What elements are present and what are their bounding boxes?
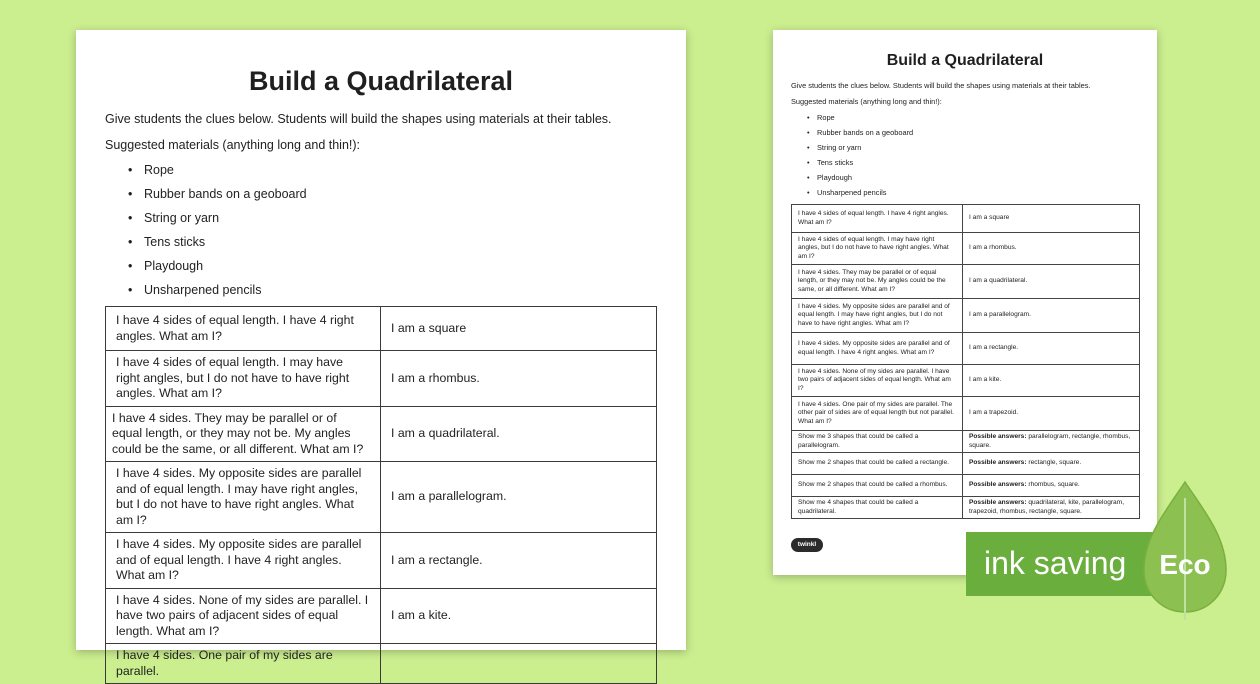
clue-cell: I have 4 sides. None of my sides are parallel. I have two pairs of adjacent sides of equal length. What am I?	[106, 588, 381, 644]
clue-cell: I have 4 sides. My opposite sides are parallel and of equal length. I have 4 right angles. What am I?	[792, 333, 963, 365]
table-row	[792, 497, 1140, 519]
answer-cell: I am a square	[963, 205, 1140, 233]
answer-text: quadrilateral, kite, parallelogram, trapezoid, rhombus, rectangle, square.	[969, 499, 1125, 515]
list-item: • Playdough	[126, 254, 307, 278]
answer-cell	[963, 497, 1140, 519]
answer-text: parallelogram, rectangle, rhombus, square.	[969, 433, 1131, 449]
answer-text: rectangle, square.	[1028, 459, 1082, 467]
list-item: • Unsharpened pencils	[126, 278, 307, 302]
materials-list	[126, 158, 307, 302]
worksheet-preview-small	[773, 30, 1157, 575]
eco-label: Eco	[1159, 549, 1211, 580]
answer-cell: I am a rhombus.	[963, 233, 1140, 265]
answer-cell: I am a rectangle.	[381, 533, 657, 589]
table-row	[792, 431, 1140, 453]
clue-cell: I have 4 sides. None of my sides are parallel. I have two pairs of adjacent sides of equal length. What am I?	[792, 365, 963, 397]
table-row	[792, 205, 1140, 233]
clue-cell: I have 4 sides. One pair of my sides are parallel.	[106, 644, 381, 684]
worksheet-intro: Give students the clues below. Students will build the shapes using materials at their tables.	[105, 112, 612, 126]
clue-cell: I have 4 sides. My opposite sides are parallel and of equal length. I may have right angles, but I do not have to have right angles. What am I?	[106, 462, 381, 533]
worksheet-title: Build a Quadrilateral	[248, 66, 514, 96]
table-row	[106, 533, 657, 589]
answer-text: rhombus, square.	[1028, 481, 1080, 489]
answer-cell	[381, 644, 657, 684]
worksheet-intro: Give students the clues below. Students will build the shapes using materials at their tables.	[791, 81, 1091, 90]
list-item: • Rubber bands on a geoboard	[126, 182, 307, 206]
answer-cell: I am a kite.	[963, 365, 1140, 397]
table-row	[792, 233, 1140, 265]
answer-label: Possible answers:	[969, 459, 1027, 467]
table-row	[792, 453, 1140, 475]
ink-saving-label: ink saving	[984, 545, 1127, 581]
clue-cell: Show me 2 shapes that could be called a rectangle.	[792, 453, 963, 475]
table-row	[792, 265, 1140, 299]
answer-cell: I am a kite.	[381, 588, 657, 644]
answer-cell: I am a parallelogram.	[963, 299, 1140, 333]
table-row	[106, 588, 657, 644]
answer-label: Possible answers:	[969, 499, 1027, 507]
answer-cell	[963, 475, 1140, 497]
clue-table	[791, 204, 1140, 519]
answer-cell: I am a quadrilateral.	[963, 265, 1140, 299]
list-item: • Tens sticks	[806, 155, 913, 170]
answer-cell: I am a rectangle.	[963, 333, 1140, 365]
table-row	[792, 365, 1140, 397]
worksheet-title: Build a Quadrilateral	[886, 52, 1044, 69]
eco-leaf-icon	[1140, 478, 1230, 623]
materials-label: Suggested materials (anything long and thin!):	[791, 97, 942, 106]
clue-cell: I have 4 sides of equal length. I have 4 right angles. What am I?	[106, 307, 381, 351]
table-row	[106, 644, 657, 684]
clue-cell: I have 4 sides of equal length. I have 4 right angles. What am I?	[792, 205, 963, 233]
clue-cell: I have 4 sides. One pair of my sides are parallel. The other pair of sides are of equal length but not parallel. What am I?	[792, 397, 963, 431]
list-item: • Tens sticks	[126, 230, 307, 254]
clue-cell: I have 4 sides of equal length. I may have right angles, but I do not have to have right angles. What am I?	[792, 233, 963, 265]
clue-cell: I have 4 sides. My opposite sides are parallel and of equal length. I have 4 right angles. What am I?	[106, 533, 381, 589]
materials-label: Suggested materials (anything long and thin!):	[105, 138, 361, 152]
list-item: • String or yarn	[126, 206, 307, 230]
table-row	[792, 475, 1140, 497]
list-item: • String or yarn	[806, 140, 913, 155]
table-row	[106, 351, 657, 407]
clue-cell: I have 4 sides. They may be parallel or of equal length, or they may not be. My angles could be the same, or all different. What am I?	[106, 406, 381, 462]
answer-label: Possible answers:	[969, 481, 1027, 489]
answer-cell: I am a rhombus.	[381, 351, 657, 407]
list-item: • Unsharpened pencils	[806, 185, 913, 200]
answer-cell: I am a parallelogram.	[381, 462, 657, 533]
clue-table	[105, 306, 657, 684]
answer-cell: I am a quadrilateral.	[381, 406, 657, 462]
clue-cell: Show me 4 shapes that could be called a quadrilateral.	[792, 497, 963, 519]
list-item: • Playdough	[806, 170, 913, 185]
table-row	[106, 406, 657, 462]
table-row	[106, 307, 657, 351]
clue-cell: I have 4 sides. My opposite sides are parallel and of equal length. I may have right angles, but I do not have to have right angles. What am I?	[792, 299, 963, 333]
answer-label: Possible answers:	[969, 433, 1027, 440]
answer-cell: I am a trapezoid.	[963, 397, 1140, 431]
answer-cell: I am a square	[381, 307, 657, 351]
worksheet-preview-large	[76, 30, 686, 678]
table-row	[792, 333, 1140, 365]
clue-cell: Show me 3 shapes that could be called a parallelogram.	[792, 431, 963, 453]
clue-cell: Show me 2 shapes that could be called a rhombus.	[792, 475, 963, 497]
answer-cell	[963, 453, 1140, 475]
list-item: • Rope	[126, 158, 307, 182]
twinkl-logo: twinkl	[791, 538, 823, 552]
table-row	[792, 299, 1140, 333]
list-item: • Rubber bands on a geoboard	[806, 125, 913, 140]
materials-list	[806, 110, 913, 200]
table-row	[792, 397, 1140, 431]
list-item: • Rope	[806, 110, 913, 125]
clue-cell: I have 4 sides of equal length. I may have right angles, but I do not have to have right angles. What am I?	[106, 351, 381, 407]
answer-cell	[963, 431, 1140, 453]
table-row	[106, 462, 657, 533]
clue-cell: I have 4 sides. They may be parallel or of equal length, or they may not be. My angles could be the same, or all different. What am I?	[792, 265, 963, 299]
